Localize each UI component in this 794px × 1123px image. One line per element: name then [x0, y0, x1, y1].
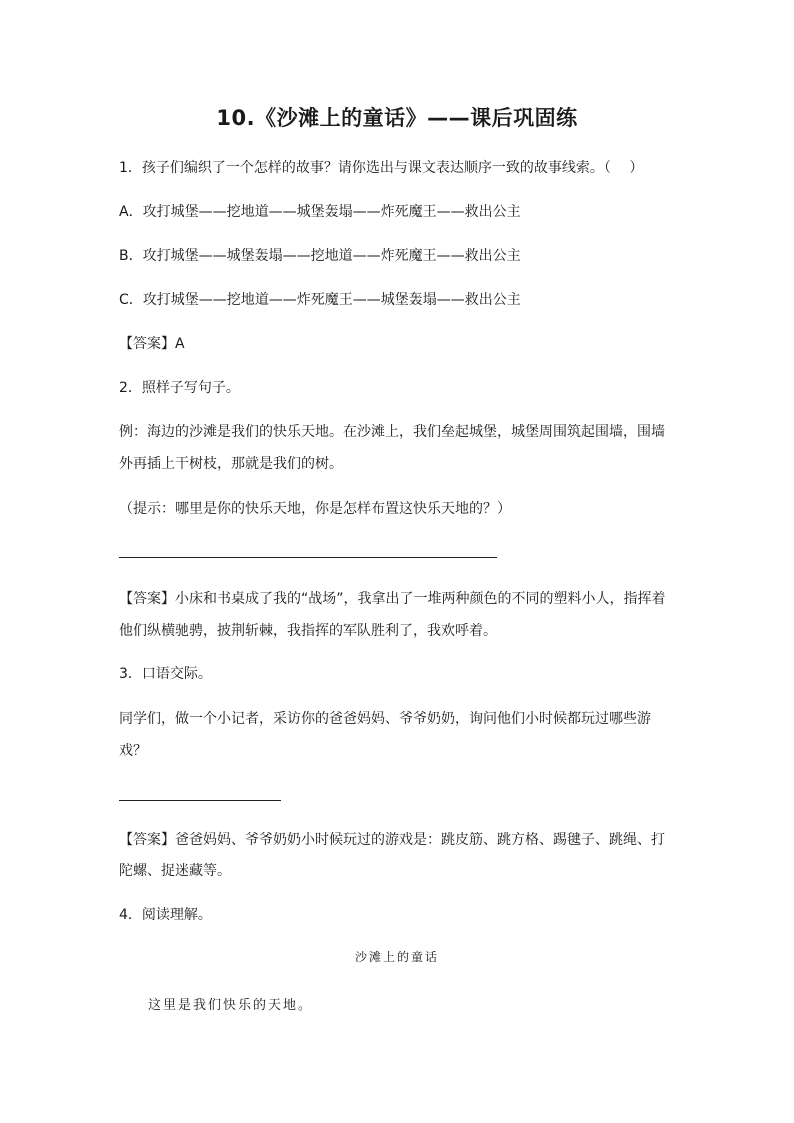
question-2-answer-line-1: 【答案】小床和书桌成了我的“战场”，我拿出了一堆两种颜色的不同的塑料小人，指挥着 [119, 591, 666, 607]
question-2-answer-blank[interactable] [119, 557, 497, 558]
question-3-answer-line-2: 陀螺、捉迷藏等。 [119, 863, 231, 879]
question-1-option-a: A．攻打城堡——挖地道——城堡轰塌——炸死魔王——救出公主 [119, 204, 521, 220]
question-2-answer-line-2: 他们纵横驰骋，披荆斩棘，我指挥的军队胜利了，我欢呼着。 [119, 623, 497, 639]
question-2-example-line-2: 外再插上干树枝，那就是我们的树。 [119, 456, 343, 472]
question-3-answer-blank[interactable] [119, 800, 281, 801]
page-title: 10.《沙滩上的童话》——课后巩固练 [216, 106, 578, 130]
question-3-answer-line-1: 【答案】爸爸妈妈、爷爷奶奶小时候玩过的游戏是：跳皮筋、跳方格、踢毽子、跳绳、打 [119, 832, 665, 848]
question-1-answer: 【答案】A [119, 336, 185, 352]
question-3-body-line-1: 同学们，做一个小记者，采访你的爸爸妈妈、爷爷奶奶，询问他们小时候都玩过哪些游 [119, 711, 651, 727]
question-3-body-line-2: 戏？ [119, 743, 147, 759]
reading-title: 沙滩上的童话 [354, 950, 439, 964]
question-1-option-b: B．攻打城堡——城堡轰塌——挖地道——炸死魔王——救出公主 [119, 248, 521, 264]
question-2-example-line-1: 例：海边的沙滩是我们的快乐天地。在沙滩上，我们垒起城堡，城堡周围筑起围墙，围墙 [119, 424, 665, 440]
question-1-option-c: C．攻打城堡——挖地道——炸死魔王——城堡轰塌——救出公主 [119, 292, 521, 308]
question-1-stem: 1．孩子们编织了一个怎样的故事？请你选出与课文表达顺序一致的故事线索。（ ） [119, 160, 644, 176]
question-4-stem: 4．阅读理解。 [119, 907, 212, 923]
question-2-stem: 2．照样子写句子。 [119, 380, 240, 396]
question-2-hint: （提示：哪里是你的快乐天地，你是怎样布置这快乐天地的？） [119, 501, 511, 517]
question-3-stem: 3．口语交际。 [119, 666, 212, 682]
reading-paragraph-line-1: 这里是我们快乐的天地。 [148, 998, 314, 1013]
